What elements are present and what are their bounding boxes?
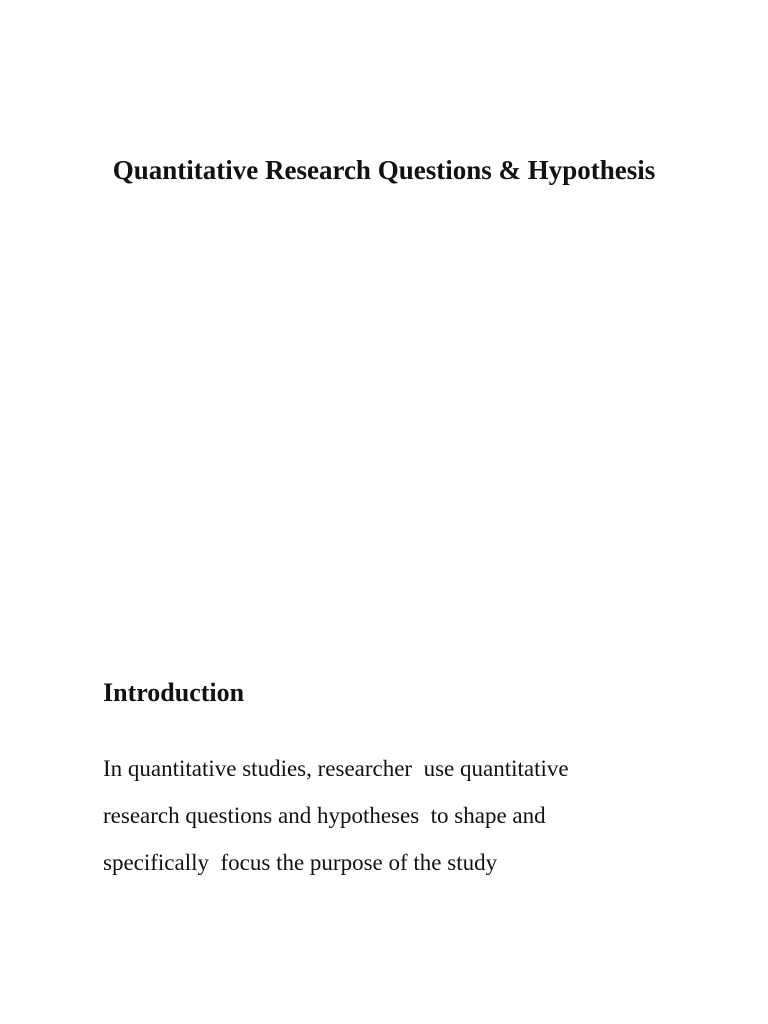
section-heading-introduction: Introduction <box>103 678 245 707</box>
paragraph-line: research questions and hypotheses to shape and <box>103 803 546 828</box>
introduction-paragraph <box>103 745 723 886</box>
document-title: Quantitative Research Questions & Hypothesis <box>112 155 656 185</box>
paragraph-line: In quantitative studies, researcher use quantitative <box>103 756 569 781</box>
paragraph-line: specifically focus the purpose of the study <box>103 850 498 875</box>
